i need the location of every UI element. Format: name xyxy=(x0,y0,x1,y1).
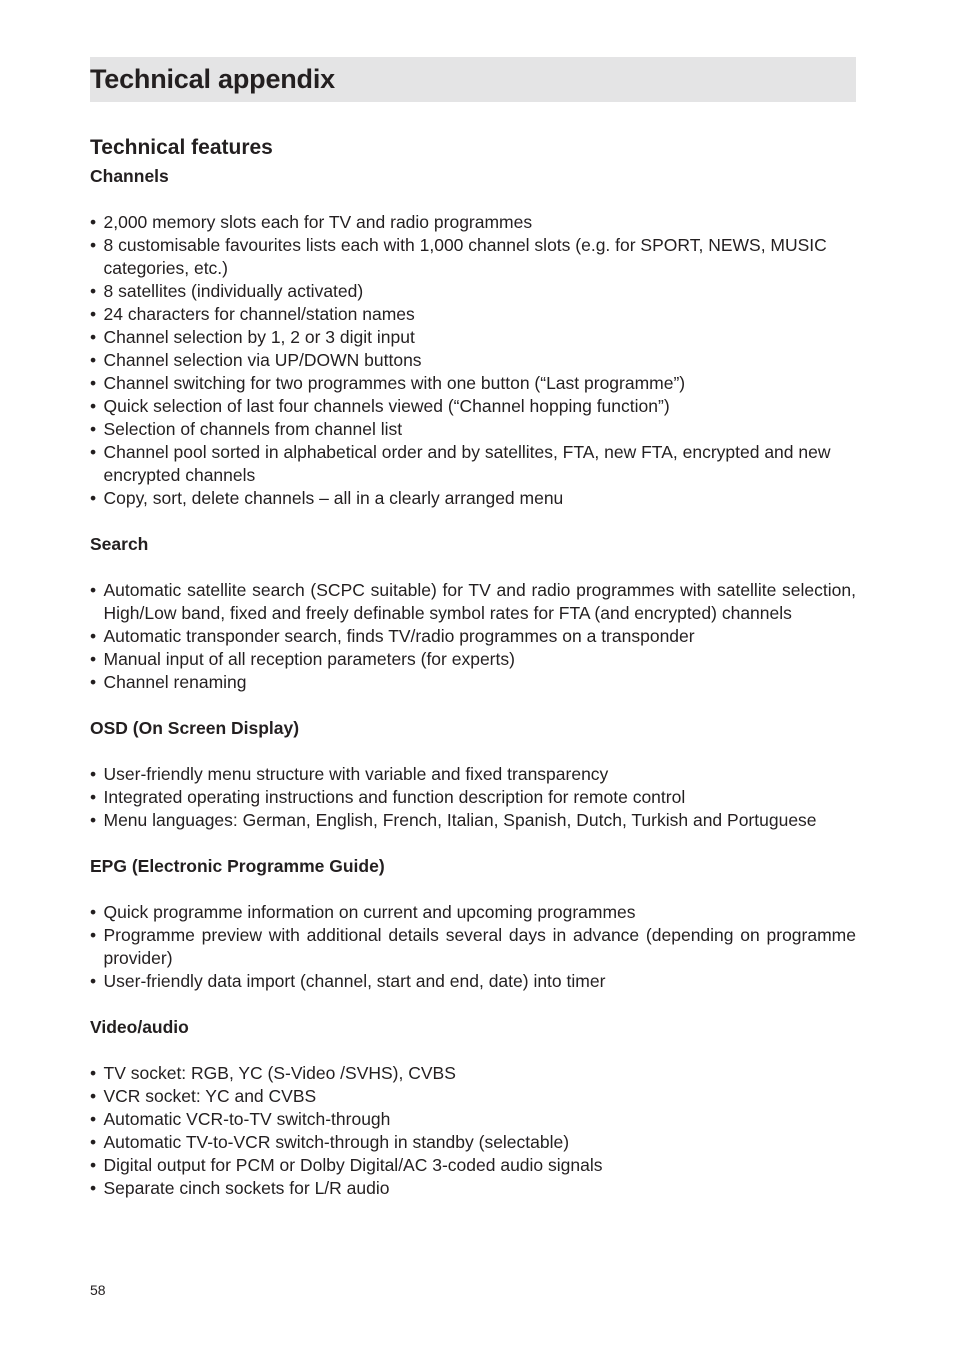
list-item: • Quick selection of last four channels viewed (“Channel hopping function”) xyxy=(90,395,856,418)
page-title-bar xyxy=(90,57,856,102)
list-item: • Channel switching for two programmes with one button (“Last programme”) xyxy=(90,372,856,395)
section-channels xyxy=(90,165,856,510)
list-item: • Copy, sort, delete channels – all in a clearly arranged menu xyxy=(90,487,856,510)
section-title-video-audio: Video/audio xyxy=(90,1017,189,1037)
section-title-osd: OSD (On Screen Display) xyxy=(90,718,300,738)
section-osd xyxy=(90,717,856,832)
section-heading: Technical features xyxy=(90,136,273,159)
section-search xyxy=(90,533,856,694)
list-item: • User-friendly data import (channel, start and end, date) into timer xyxy=(90,970,856,993)
list-item: • 24 characters for channel/station names xyxy=(90,303,856,326)
list-item: • Channel selection by 1, 2 or 3 digit input xyxy=(90,326,856,349)
list-item: • Channel renaming xyxy=(90,671,856,694)
list-item: • Channel pool sorted in alphabetical order and by satellites, FTA, new FTA, encrypted and new encrypted channels xyxy=(90,441,856,487)
list-item: • Automatic TV-to-VCR switch-through in standby (selectable) xyxy=(90,1131,856,1154)
section-epg xyxy=(90,855,856,993)
list-item: • Quick programme information on current and upcoming programmes xyxy=(90,901,856,924)
section-video-audio xyxy=(90,1016,856,1200)
page-number: 58 xyxy=(90,1282,106,1298)
list-item: • VCR socket: YC and CVBS xyxy=(90,1085,856,1108)
list-item: • Manual input of all reception parameters (for experts) xyxy=(90,648,856,671)
list-item: • Separate cinch sockets for L/R audio xyxy=(90,1177,856,1200)
list-item: • Automatic VCR-to-TV switch-through xyxy=(90,1108,856,1131)
epg-list xyxy=(90,901,856,993)
list-item: • Integrated operating instructions and function description for remote control xyxy=(90,786,856,809)
section-title-epg: EPG (Electronic Programme Guide) xyxy=(90,856,385,876)
section-title-search: Search xyxy=(90,534,149,554)
list-item: • 2,000 memory slots each for TV and radio programmes xyxy=(90,211,856,234)
list-item: • Automatic satellite search (SCPC suitable) for TV and radio programmes with satellite selection, High/Low band, fixed and freely definable symbol rates for FTA (and encrypted) channels xyxy=(90,579,856,625)
page-title: Technical appendix xyxy=(90,64,335,94)
list-item: • Menu languages: German, English, French, Italian, Spanish, Dutch, Turkish and Portuguese xyxy=(90,809,856,832)
list-item: • 8 satellites (individually activated) xyxy=(90,280,856,303)
list-item: • 8 customisable favourites lists each with 1,000 channel slots (e.g. for SPORT, NEWS, MUSIC categories, etc.) xyxy=(90,234,856,280)
channels-list xyxy=(90,211,856,510)
list-item: • TV socket: RGB, YC (S-Video /SVHS), CVBS xyxy=(90,1062,856,1085)
main-content xyxy=(90,134,856,1223)
list-item: • Channel selection via UP/DOWN buttons xyxy=(90,349,856,372)
section-title-channels: Channels xyxy=(90,166,169,186)
search-list xyxy=(90,579,856,694)
video-audio-list xyxy=(90,1062,856,1200)
osd-list xyxy=(90,763,856,832)
list-item: • Selection of channels from channel list xyxy=(90,418,856,441)
list-item: • Digital output for PCM or Dolby Digital/AC 3-coded audio signals xyxy=(90,1154,856,1177)
list-item: • Automatic transponder search, finds TV/radio programmes on a transponder xyxy=(90,625,856,648)
list-item: • Programme preview with additional details several days in advance (depending on programme provider) xyxy=(90,924,856,970)
list-item: • User-friendly menu structure with variable and fixed transparency xyxy=(90,763,856,786)
